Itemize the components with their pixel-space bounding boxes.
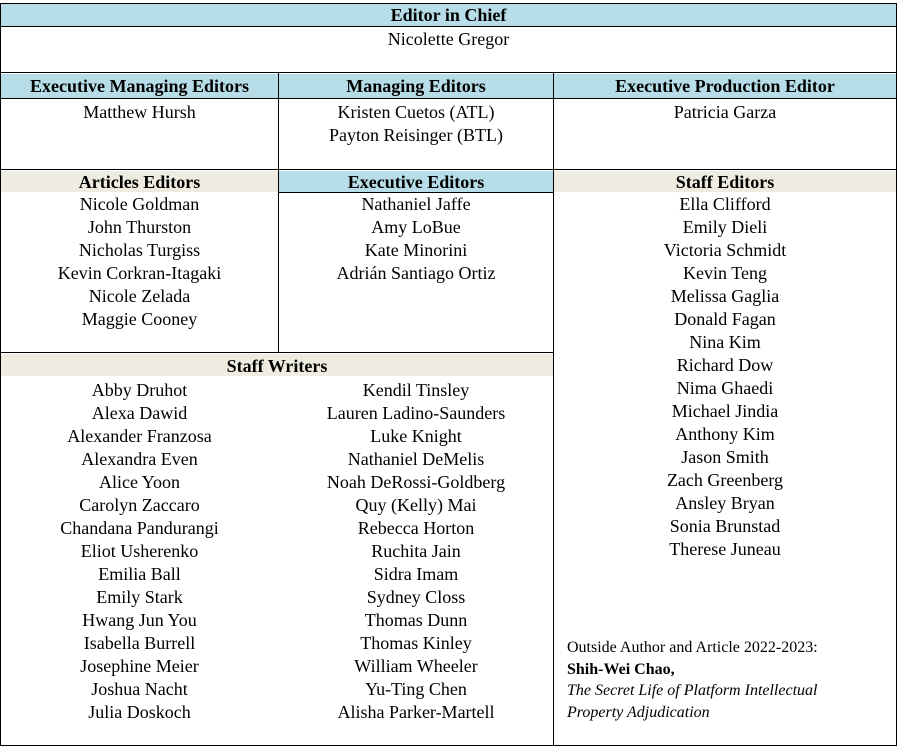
list-item: Richard Dow [676, 355, 774, 375]
list-item: Maggie Cooney [81, 309, 198, 329]
list-item: Nicole Goldman [79, 194, 200, 214]
list-item: John Thurston [87, 217, 192, 237]
list-item: Ella Clifford [679, 194, 771, 214]
staff-writers-heading: Staff Writers [226, 356, 328, 376]
list-item: Abby Druhot [91, 380, 188, 400]
list-item: Alexa Dawid [91, 403, 188, 423]
staff-editors-list [554, 193, 896, 561]
list-item: Melissa Gaglia [670, 286, 780, 306]
list-item: Donald Fagan [674, 309, 776, 329]
rule-below-editor-in-chief-header [0, 26, 897, 27]
list-item: Adrián Santiago Ortiz [336, 263, 496, 283]
list-item: Emily Stark [96, 587, 183, 607]
managing-editors-heading: Managing Editors [346, 76, 486, 96]
list-item: Emilia Ball [98, 564, 181, 584]
executive-production-editor-heading: Executive Production Editor [615, 76, 835, 96]
list-item: Emily Dieli [682, 217, 768, 237]
list-item: Josephine Meier [80, 656, 199, 676]
list-item: Lauren Ladino-Saunders [326, 403, 506, 423]
staff-editors-heading: Staff Editors [675, 172, 775, 192]
list-item: Kevin Corkran-Itagaki [57, 263, 222, 283]
executive-managing-editors-heading: Executive Managing Editors [30, 76, 249, 96]
articles-editors-heading: Articles Editors [78, 172, 201, 192]
list-item: Kristen Cuetos (ATL) [337, 102, 495, 122]
list-item: Alexander Franzosa [67, 426, 212, 446]
list-item: Carolyn Zaccaro [79, 495, 200, 515]
outside-article-title-line-2: Property Adjudication [567, 703, 710, 721]
list-item: Jason Smith [681, 447, 769, 467]
list-item: Victoria Schmidt [663, 240, 787, 260]
list-item: Nathaniel DeMelis [347, 449, 485, 469]
list-item: Zach Greenberg [666, 470, 784, 490]
executive-managing-editors-list [1, 101, 278, 124]
list-item: Quy (Kelly) Mai [355, 495, 477, 515]
list-item: Kevin Teng [683, 263, 767, 283]
list-item: Rebecca Horton [357, 518, 475, 538]
articles-editors-list [1, 193, 278, 331]
list-item: Nathaniel Jaffe [361, 194, 471, 214]
outside-article-title-line-1: The Secret Life of Platform Intellectual [567, 682, 818, 699]
list-item: Sydney Closs [366, 587, 466, 607]
list-item: Nina Kim [689, 332, 761, 352]
rule-below-row-2-headers [0, 98, 897, 99]
list-item: Therese Juneau [669, 539, 781, 559]
list-item: Sonia Brunstad [669, 516, 781, 536]
staff-writers-left-list [1, 379, 278, 724]
list-item: Alice Yoon [98, 472, 180, 492]
editor-in-chief-name: Nicolette Gregor [387, 29, 510, 49]
list-item: Thomas Kinley [360, 633, 472, 653]
executive-editors-list [279, 193, 553, 285]
rule-above-row-3 [0, 169, 897, 170]
staff-writers-right-list [279, 379, 553, 724]
executive-production-editor-list [554, 101, 896, 124]
list-item: Amy LoBue [371, 217, 461, 237]
list-item: Luke Knight [370, 426, 462, 446]
list-item: Alisha Parker-Martell [337, 702, 495, 722]
list-item: Chandana Pandurangi [60, 518, 219, 538]
list-item: Yu-Ting Chen [365, 679, 467, 699]
list-item: Michael Jindia [671, 401, 779, 421]
list-item: Joshua Nacht [91, 679, 188, 699]
list-item: Eliot Usherenko [80, 541, 199, 561]
rule-bottom [0, 745, 897, 746]
list-item: Patricia Garza [673, 102, 777, 122]
list-item: Matthew Hursh [83, 102, 196, 122]
list-item: Julia Doskoch [88, 702, 191, 722]
outside-author-note [567, 637, 892, 723]
list-item: Hwang Jun You [82, 610, 197, 630]
list-item: Kate Minorini [364, 240, 468, 260]
list-item: Alexandra Even [81, 449, 198, 469]
list-item: Sidra Imam [373, 564, 459, 584]
list-item: Anthony Kim [675, 424, 775, 444]
rule-above-staff-writers [0, 352, 554, 353]
outside-author-label: Outside Author and Article 2022-2023: [567, 639, 818, 656]
list-item: Isabella Burrell [83, 633, 196, 653]
list-item: Noah DeRossi-Goldberg [326, 472, 506, 492]
list-item: Nicole Zelada [88, 286, 191, 306]
list-item: Thomas Dunn [364, 610, 468, 630]
list-item: Ruchita Jain [371, 541, 461, 561]
list-item: William Wheeler [354, 656, 478, 676]
list-item: Ansley Bryan [675, 493, 775, 513]
executive-editors-heading: Executive Editors [347, 172, 485, 192]
list-item: Payton Reisinger (BTL) [329, 125, 503, 145]
list-item: Nima Ghaedi [676, 378, 774, 398]
rule-above-row-2 [0, 72, 897, 73]
editor-in-chief-heading: Editor in Chief [390, 5, 507, 25]
list-item: Kendil Tinsley [362, 380, 470, 400]
list-item: Nicholas Turgiss [78, 240, 201, 260]
managing-editors-list [279, 101, 553, 147]
outside-author-name: Shih-Wei Chao, [567, 660, 675, 678]
